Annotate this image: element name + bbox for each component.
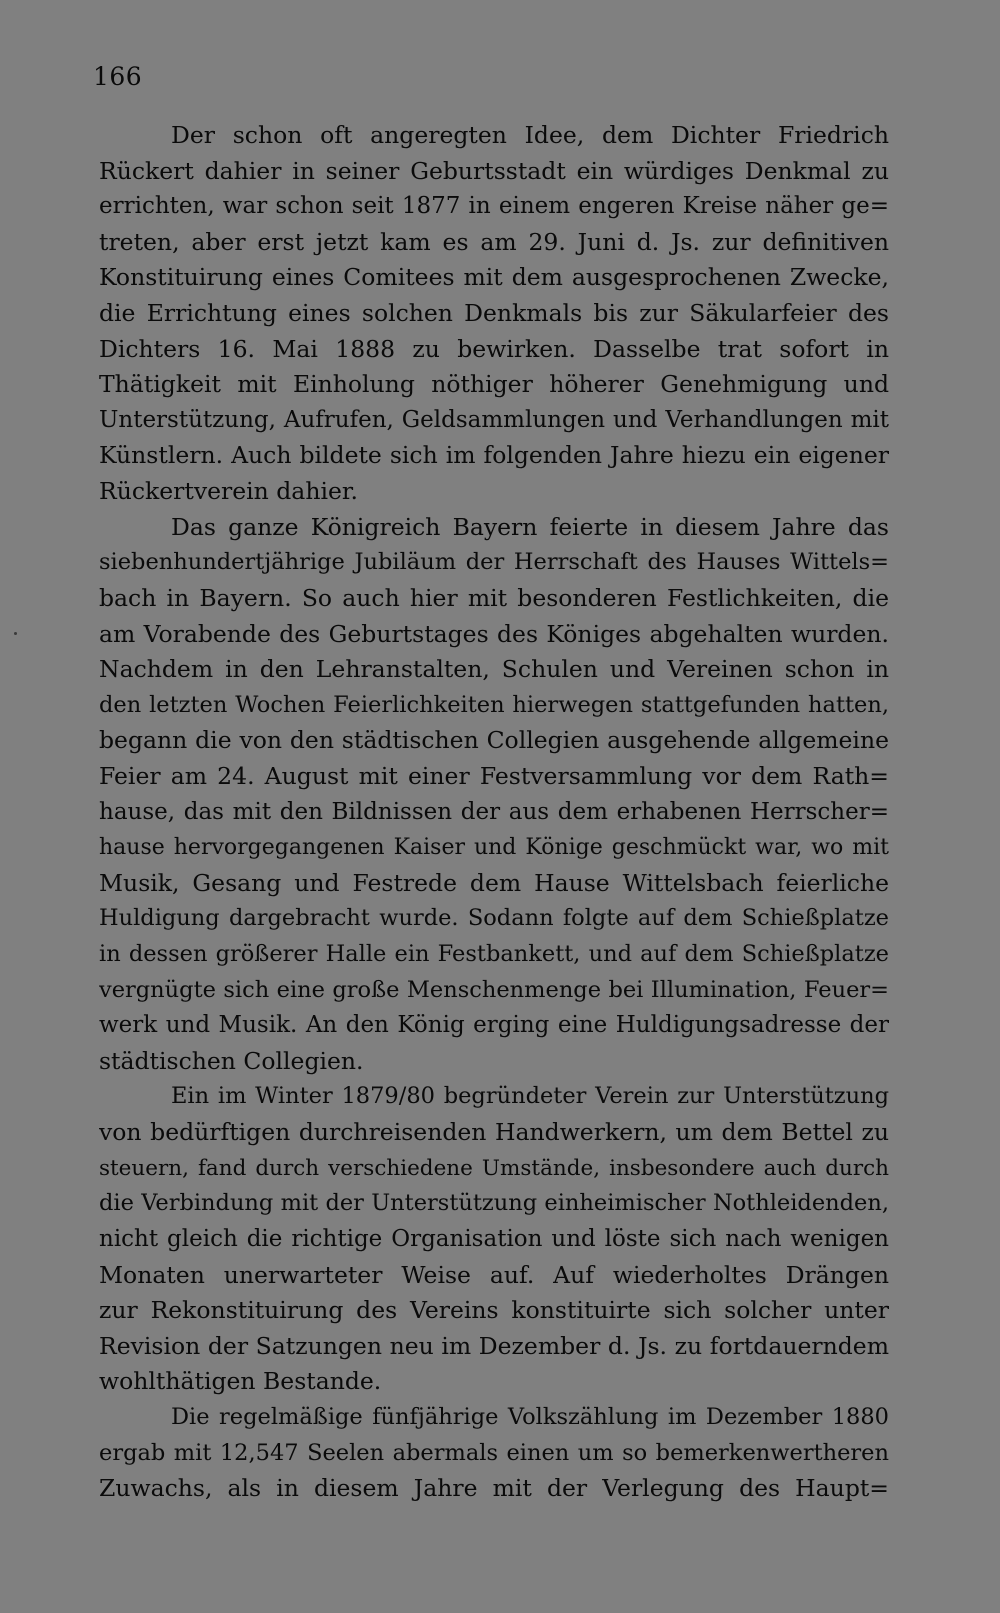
text-line: nicht gleich die richtige Organisation und löste sich nach wenigen: [99, 1225, 889, 1252]
text-line: Das ganze Königreich Bayern feierte in diesem Jahre das: [171, 512, 889, 541]
text-line: errichten, war schon seit 1877 in einem engeren Kreise näher ge=: [99, 193, 889, 220]
text-line: steuern, fand durch verschiedene Umstände, insbesondere auch durch: [99, 1155, 889, 1181]
text-line: Ein im Winter 1879/80 begründeter Verein zur Unterstützung: [171, 1083, 889, 1110]
text-line: die Verbindung mit der Unterstützung einheimischer Nothleidenden,: [99, 1190, 889, 1217]
text-line: Nachdem in den Lehranstalten, Schulen und Vereinen schon in: [99, 655, 889, 684]
text-line: Monaten unerwarteter Weise auf. Auf wiederholtes Drängen: [99, 1260, 889, 1289]
text-line: treten, aber erst jetzt kam es am 29. Juni d. Js. zur definitiven: [99, 227, 889, 256]
print-speck: [14, 632, 17, 635]
text-line: bach in Bayern. So auch hier mit besonderen Festlichkeiten, die: [99, 583, 889, 612]
text-line: vergnügte sich eine große Menschenmenge bei Illumination, Feuer=: [99, 976, 889, 1003]
body-text: [99, 118, 889, 1507]
text-line: Die regelmäßige fünfjährige Volkszählung im Dezember 1880: [171, 1403, 889, 1430]
text-line: ergab mit 12,547 Seelen abermals einen um so bemerkenwertheren: [99, 1439, 889, 1466]
text-line: siebenhundertjährige Jubiläum der Herrschaft des Hauses Wittels=: [99, 549, 889, 576]
text-line: Rückert dahier in seiner Geburtsstadt ein würdiges Denkmal zu: [99, 156, 889, 185]
text-line: hause hervorgegangenen Kaiser und Könige geschmückt war, wo mit: [99, 835, 889, 861]
text-line: Künstlern. Auch bildete sich im folgenden Jahre hiezu ein eigener: [99, 441, 889, 470]
text-line: zur Rekonstituirung des Vereins konstituirte sich solcher unter: [99, 1296, 889, 1325]
text-line: von bedürftigen durchreisenden Handwerkern, um dem Bettel zu: [99, 1118, 889, 1147]
text-line: Unterstützung, Aufrufen, Geldsammlungen und Verhandlungen mit: [99, 406, 889, 433]
text-line: Thätigkeit mit Einholung nöthiger höherer Genehmigung und: [99, 370, 889, 399]
text-line: Zuwachs, als in diesem Jahre mit der Verlegung des Haupt=: [99, 1474, 889, 1503]
text-line: die Errichtung eines solchen Denkmals bis zur Säkularfeier des: [99, 299, 889, 328]
text-line: Der schon oft angeregten Idee, dem Dichter Friedrich: [171, 121, 889, 149]
text-line: werk und Musik. An den König erging eine Huldigungsadresse der: [99, 1012, 889, 1039]
text-line: in dessen größerer Halle ein Festbankett, und auf dem Schießplatze: [99, 941, 889, 968]
text-line: Feier am 24. August mit einer Festversammlung vor dem Rath=: [99, 761, 889, 790]
text-line: Musik, Gesang und Festrede dem Hause Wittelsbach feierliche: [99, 868, 889, 897]
text-line: Huldigung dargebracht wurde. Sodann folgte auf dem Schießplatze: [99, 905, 889, 932]
text-line: Konstituirung eines Comitees mit dem ausgesprochenen Zwecke,: [99, 263, 889, 292]
text-line: wohlthätigen Bestande.: [99, 1367, 382, 1396]
text-line: Dichters 16. Mai 1888 zu bewirken. Dasselbe trat sofort in: [99, 334, 889, 363]
text-line: den letzten Wochen Feierlichkeiten hierwegen stattgefunden hatten,: [99, 691, 889, 718]
text-line: begann die von den städtischen Collegien ausgehende allgemeine: [99, 726, 889, 755]
text-line: städtischen Collegien.: [99, 1046, 364, 1075]
text-line: am Vorabende des Geburtstages des Königes abgehalten wurden.: [99, 619, 889, 648]
text-line: Rückertverein dahier.: [99, 477, 358, 506]
page-number: 166: [93, 62, 143, 91]
text-line: Revision der Satzungen neu im Dezember d. Js. zu fortdauerndem: [99, 1331, 889, 1360]
text-line: hause, das mit den Bildnissen der aus dem erhabenen Herrscher=: [99, 798, 889, 825]
